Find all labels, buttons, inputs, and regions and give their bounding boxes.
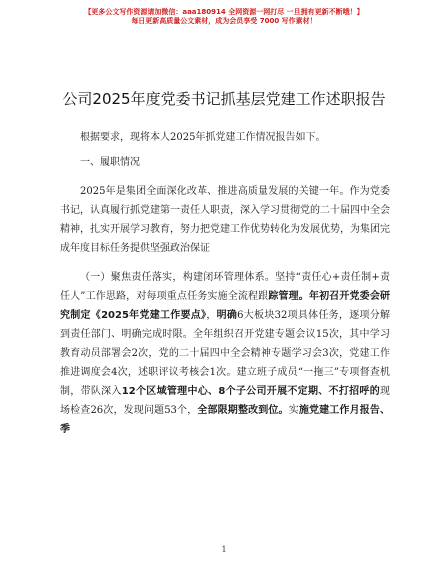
- promo-banner-line-2: 每日更新高质量公文素材，成为会员享受 7000 写作素材！: [131, 17, 317, 25]
- text-run: 实: [288, 405, 299, 416]
- promo-banner: [0, 8, 448, 26]
- text-run: （一）聚焦责任落实，构建闭环管理体系。坚持“责任心+责任制+责任人”工作思路，对每项重点任务实施全流程跟: [60, 272, 390, 302]
- text-run: ，: [206, 310, 217, 321]
- bold-run: 12个区域管理中心、8个子公司开展不定期、不打招呼的: [121, 386, 381, 397]
- promo-banner-line-1: 【更多公文写作资源请加微信：aaa180914 全网资源一网打尽 一旦拥有更新不断哦！】: [84, 8, 364, 16]
- document-title: 公司2025年度党委书记抓基层党建工作述职报告: [62, 90, 386, 108]
- bold-run: 明确: [216, 310, 238, 321]
- text-run: 6大板块32项具体任务，逐项分解到责任部门、明确完成时限。全年组织召开党建专题会议15次，其中学习教育动员部署会2次，党的二十届四中全会精神专题学习会3次，党建工作推进调度会4次，述职评议考核会1次。建立班子成员“一拖三”专项督查机制，带队深入: [60, 310, 391, 397]
- page-number: 1: [221, 545, 227, 554]
- bold-run: 全部限期整改到位。: [197, 405, 289, 416]
- text-run: 现场检查26次，发现问题53个，: [60, 386, 391, 416]
- document-body: [60, 128, 390, 439]
- section-heading: 一、履职情况: [80, 157, 140, 168]
- intro-paragraph: 根据要求，现将本人2025年抓党建工作情况报告如下。: [80, 132, 326, 143]
- bold-run: 踪管理。年初召开党委会研究制定《2025年党建工作要点》: [60, 291, 390, 321]
- paragraph-responsibility: [60, 268, 390, 439]
- bold-run: 施党建工作月报告、季: [60, 405, 391, 435]
- paragraph-overview: 2025年是集团全面深化改革、推进高质量发展的关键一年。作为党委书记，认真履行抓党建第一责任人职责，深入学习贯彻党的二十届四中全会精神，扎实开展学习教育，努力把党建工作优势转化为发展优势，为集团完成年度目标任务提供坚强政治保证: [60, 186, 390, 254]
